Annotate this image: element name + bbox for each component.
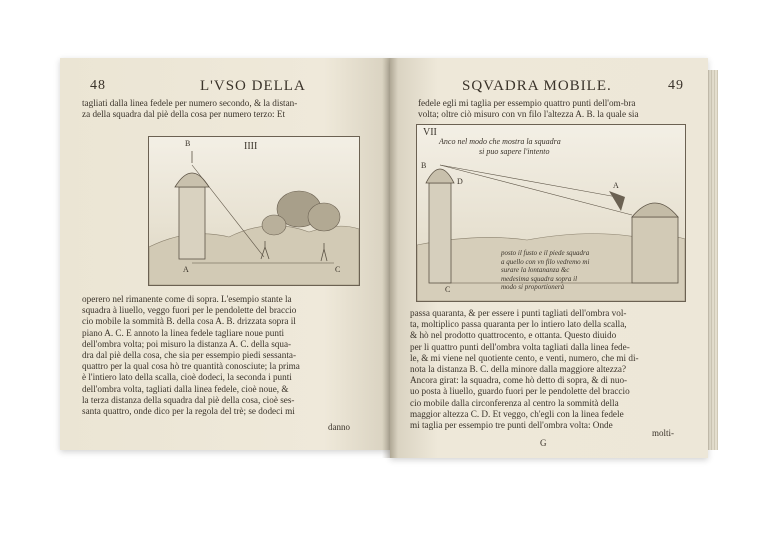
text-line: uo posta à liuello, guardo fuori per le pendolette del braccio [410, 386, 630, 397]
text-line: per li quattro punti dell'ombra volta tagliati dalla linea fede- [410, 341, 630, 352]
right-page-number: 49 [668, 78, 684, 93]
right-catchword: molti- [652, 428, 674, 438]
tower-left-dome [426, 169, 454, 183]
text-line: dell'ombra volta, tagliati dalla linea fedele, cioè noue, & [82, 383, 289, 394]
plate-illustration [149, 137, 359, 285]
plate-caption-top [439, 137, 561, 157]
text-line: quattro per la qual cosa hò tre quantità conosciute; la prima [82, 361, 300, 372]
right-page [390, 58, 708, 458]
text-line: mi taglia per essempio tre punti dell'ombra volta: Onde [410, 419, 613, 430]
left-text-top [82, 98, 297, 120]
signature-mark: G [540, 438, 547, 448]
text-line: & hò nel prodotto quattrocento, e ottanta. Questo diuido [410, 330, 617, 341]
caption-line: si puo sapere l'intento [479, 147, 550, 156]
text-line: cio mobile la sommità B. della cosa A. B. drizzata sopra il [82, 316, 296, 327]
text-line: piano A. C. E annoto la linea fedele tagliare noue punti [82, 327, 285, 338]
left-running-head: L'VSO DELLA [200, 78, 306, 94]
plate-number: IIII [244, 141, 258, 152]
caption-line: modo si proportionerà [501, 283, 565, 291]
tower [179, 187, 205, 259]
text-line: le, & mi viene nel quotiente cento, e venti, numero, che mi di- [410, 352, 639, 363]
tree [308, 203, 340, 231]
text-line: dra dal piè della cosa, che sia per essempio piedi sessanta- [82, 349, 297, 360]
tower-left [429, 183, 451, 283]
left-page [60, 58, 390, 450]
engraving-plate-iiii [148, 136, 360, 286]
label-c: C [445, 285, 451, 294]
right-running-head: SQVADRA MOBILE. [462, 78, 612, 94]
book-gutter [382, 58, 398, 458]
text-line: la terza distanza della squadra dal piè della cosa, cioè ses- [82, 394, 295, 405]
caption-line: medesima squadra sopra il [501, 274, 578, 283]
caption-line: surare la lontananza &c [501, 266, 570, 274]
tree [262, 215, 286, 235]
sight-line [440, 165, 632, 215]
text-line: maggior altezza C. D. Et veggo, ch'egli con la linea fedele [410, 408, 624, 419]
quadrant [609, 191, 625, 211]
caption-line: Anco nel modo che mostra la squadra [439, 137, 561, 146]
text-line: nota la distanza B. C. della minore dalla maggiore altezza? [410, 363, 627, 374]
text-line: è l'intiero lato della scalla, cioè dodeci, la seconda i punti [82, 372, 292, 383]
label-c: C [335, 265, 341, 274]
left-text-bottom [82, 294, 300, 417]
text-line: passa quaranta, & per essere i punti tagliati dell'ombra vol- [410, 308, 627, 318]
text-line: squadra à liuello, veggo fuori per le pendolette del braccio [82, 305, 297, 316]
right-text-top [418, 98, 639, 120]
label-a: A [613, 181, 619, 190]
text-line: cio mobile dalla circonferenza al centro la sommità della [410, 397, 619, 408]
engraving-plate-vii [416, 124, 686, 302]
text-line: za della squadra dal piè della cosa per numero terzo: Et [82, 109, 286, 120]
text-line: operero nel rimanente come di sopra. L'esempio stante la [82, 294, 292, 304]
caption-line: posto il fusto e il piede squadra [501, 249, 590, 257]
label-b: B [185, 139, 191, 148]
caption-line: a quello con vn filo vedremo mi [501, 257, 590, 266]
text-line: fedele egli mi taglia per essempio quattro punti dell'om-bra [418, 98, 636, 108]
label-b: B [421, 161, 427, 170]
left-page-number: 48 [90, 78, 106, 93]
label-d: D [457, 177, 463, 186]
building-right [632, 217, 678, 283]
right-text-bottom [410, 308, 639, 431]
text-line: volta; oltre ciò misuro con vn filo l'altezza A. B. la quale sia [418, 109, 639, 120]
left-catchword: danno [328, 422, 350, 432]
text-line: dell'ombra volta; poi misuro la distanza A. C. della squa- [82, 338, 292, 349]
text-line: Ancora girat: la squadra, come hò detto di sopra, & di nuo- [410, 375, 628, 386]
label-a: A [183, 265, 189, 274]
text-line: tagliati dalla linea fedele per numero secondo, & la distan- [82, 98, 298, 108]
plate-number: VII [423, 127, 437, 138]
text-line: santa quattro, onde dico per la regola del trè; se dodeci mi [82, 405, 295, 416]
text-line: ta, moltiplico passa quaranta per lo intiero lato della scalla, [410, 319, 627, 330]
building-right-dome [632, 203, 678, 217]
plate-caption-bottom [501, 249, 589, 292]
sight-line [440, 165, 617, 197]
